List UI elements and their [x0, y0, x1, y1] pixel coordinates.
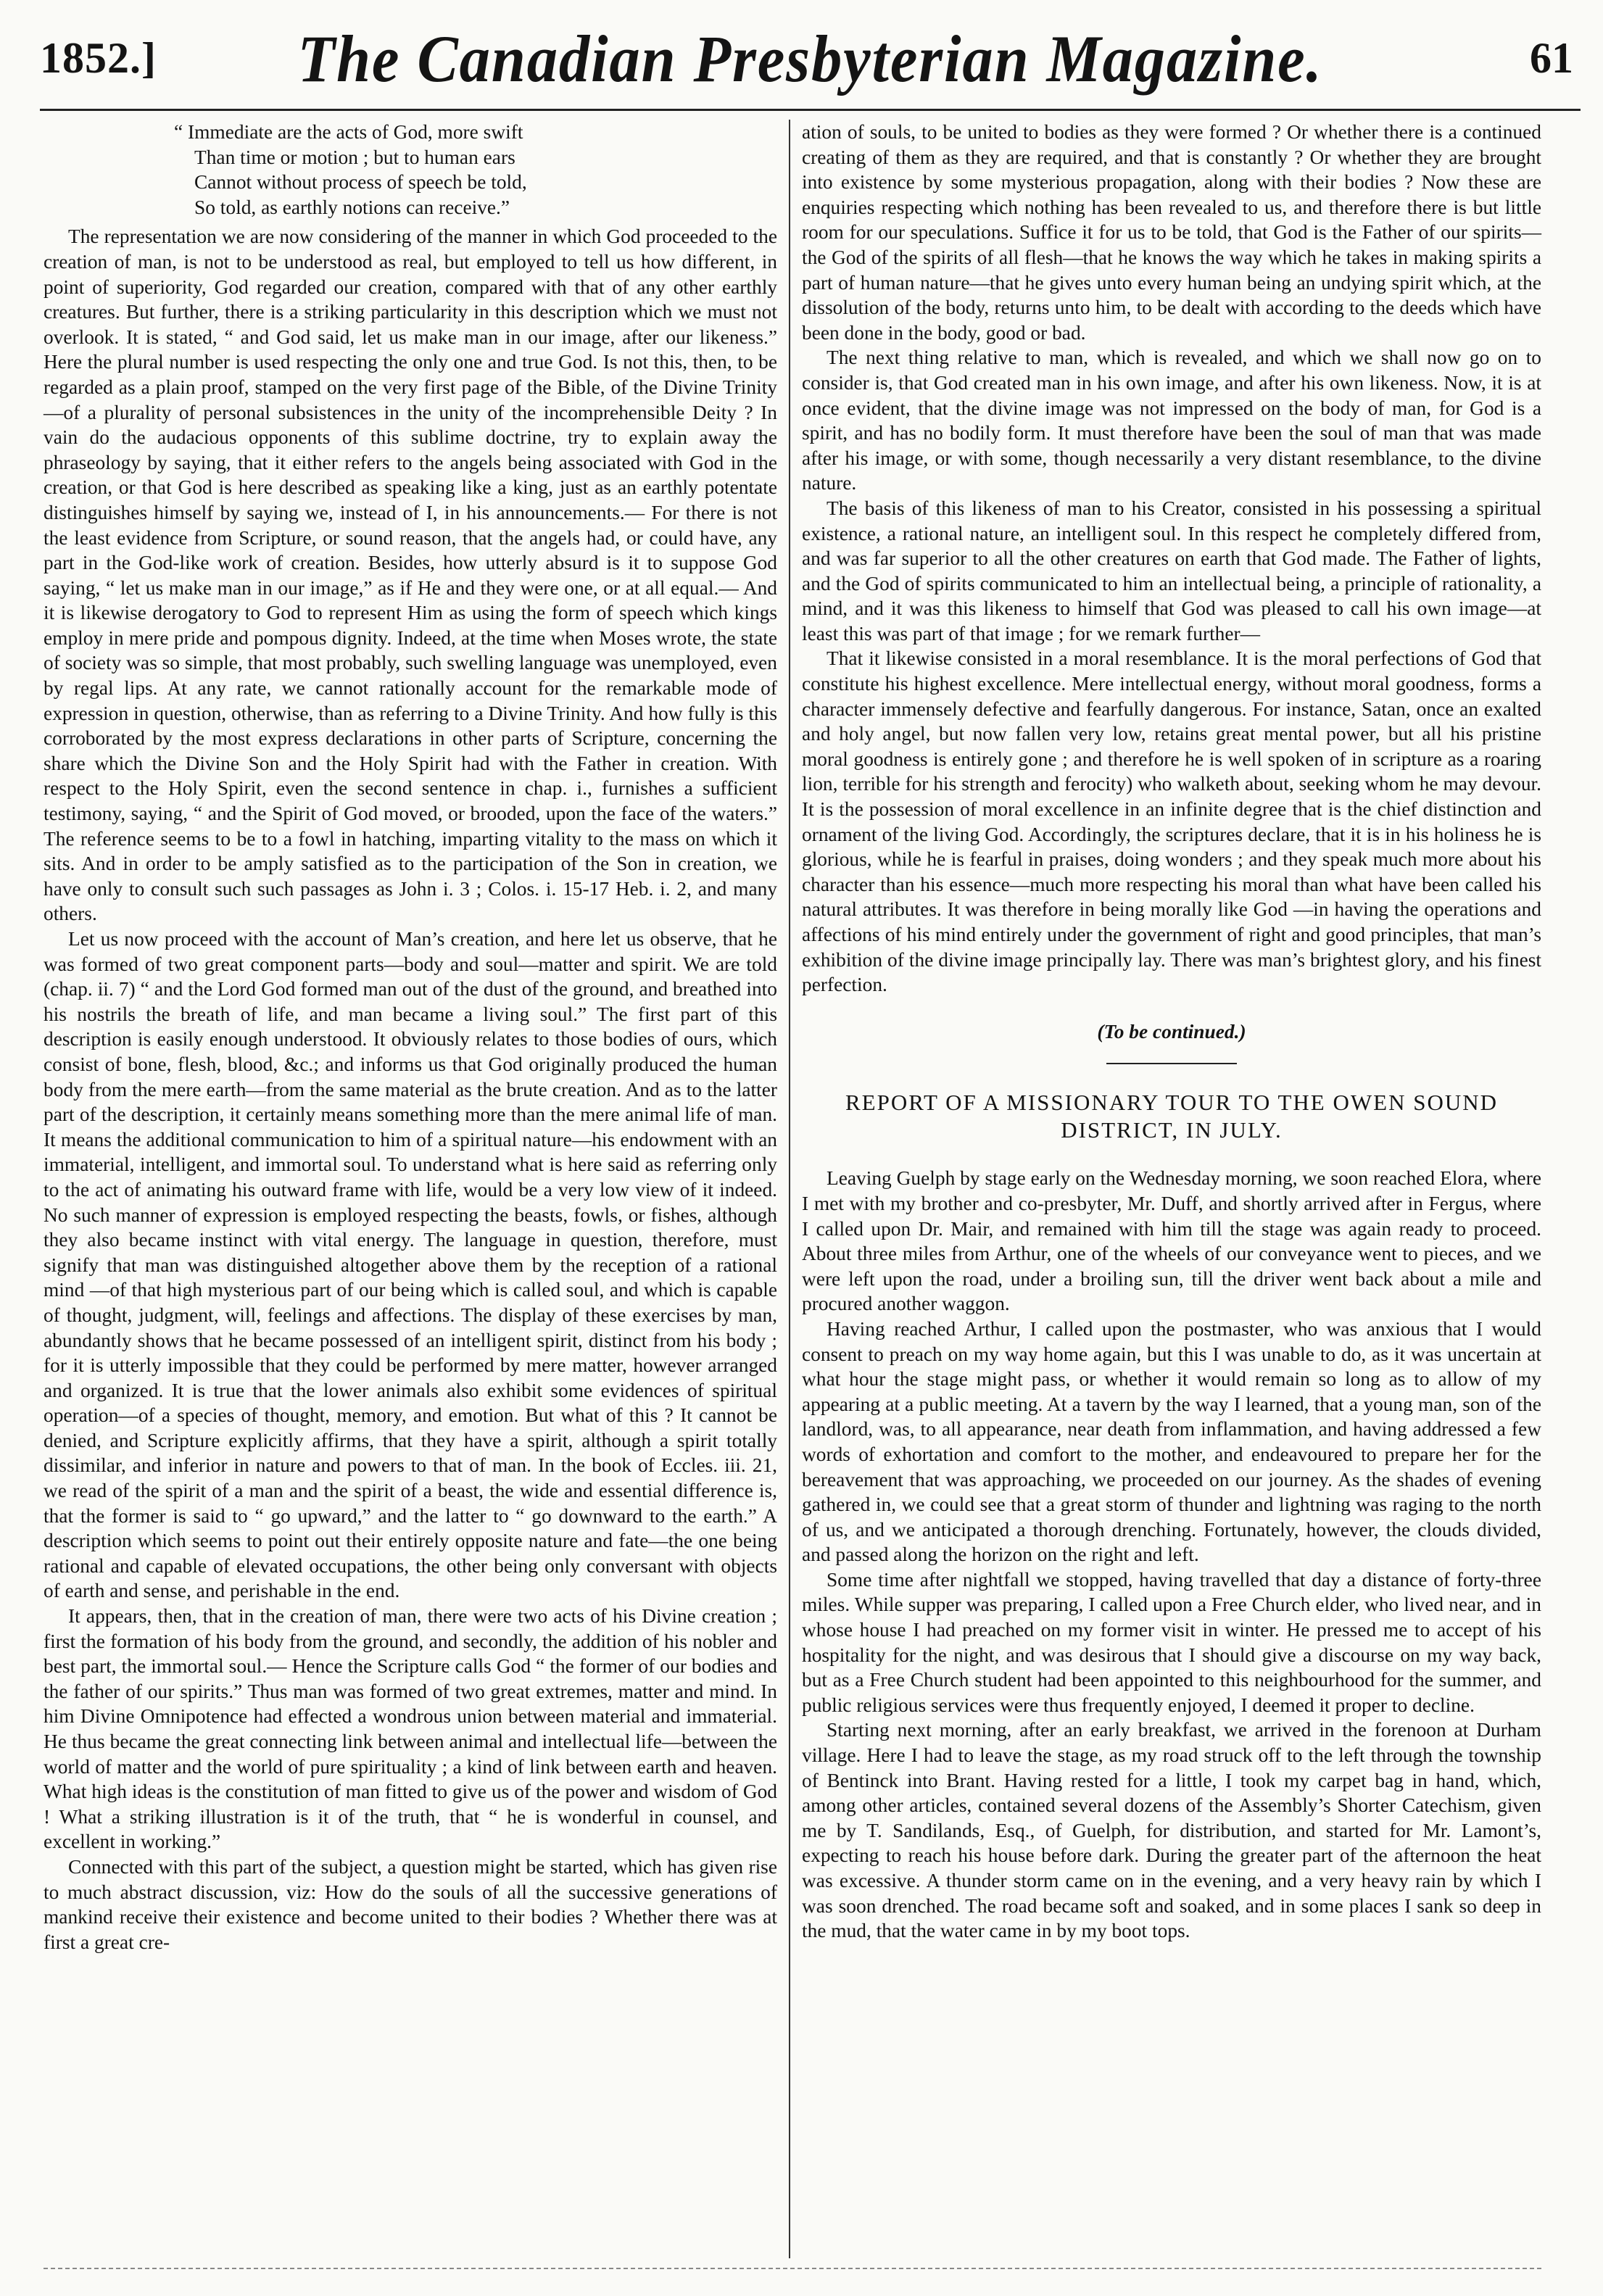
header-rule — [40, 109, 1581, 111]
right-column — [802, 120, 1541, 1944]
body-paragraph: That it likewise consisted in a moral resemblance. It is the moral perfections of God that constitute his highest excellence. Mere intellectual energy, without moral goodness, forms a character immensely defective and fearfully dangerous. For instance, Satan, once an exalted and holy angel, but now fallen very low, retains great mental power, but all his pristine moral goodness is entirely gone ; and therefore he is well spoken of in scripture as a roaring lion, terrible for his strength and ferocity) who walketh about, seeking whom he may devour. It is the possession of moral excellence in an infinite degree that is the chief distinction and ornament of the living God. Accordingly, the scriptures declare, that it is in his holiness he is glorious, while he is fearful in praises, doing wonders ; and they speak much more about his character than his essence—much more respecting his moral than what have been called his natural attributes. It was therefore in being morally like God —in having the operations and affections of his mind entirely under the government of right and good principles, that man’s exhibition of the divine image principally lay. There was man’s brightest glory, and his finest perfection. — [802, 647, 1541, 996]
body-paragraph: The representation we are now considering of the manner in which God proceeded to the creation of man, is not to be understood as real, but employed to tell us how different, in point of superiority, God regarded our creation, compared with that of any other earthly creatures. But further, there is a striking particularity in this description which we must not overlook. It is stated, “ and God said, let us make man in our image, after our likeness.” Here the plural number is used respecting the only one and true God. Is not this, then, to be regarded as a plain proof, stamped on the very first page of the Bible, of the Divine Trinity —of a plurality of personal subsistences in the unity of the incomprehensible Deity ? In vain do the audacious opponents of this sublime doctrine, try to explain away the phraseology by saying, that it either refers to the angels being associated with God in the creation, or that God is here described as speaking like a king, just as an earthly potentate distinguishes himself by saying we, instead of I, in his announcements.— For there is not the least evidence from Scripture, or sound reason, that the angels had, or could have, any part in the God-like work of creation. Besides, how utterly absurd is it to suppose God saying, “ let us make man in our image,” as if He and they were one, or at all equal.— And it is likewise derogatory to God to represent Him as using the form of speech which kings employ in mere pride and pompous dignity. Indeed, at the time when Moses wrote, the state of society was so simple, that most probably, such swelling language was unemployed, even by regal lips. At any rate, we cannot rationally account for the remarkable mode of expression in question, otherwise, than as referring to a Divine Trinity. And how fully is this corroborated by the most express declarations in other parts of Scripture, concerning the share which the Divine Son and the Holy Spirit had with the Father in creation. With respect to the Holy Spirit, even the second sentence in chap. i., furnishes a sufficient testimony, saying, “ and the Spirit of God moved, or brooded, upon the face of the waters.” The reference seems to be to a fowl in hatching, imparting vitality to the mass on which it sits. And in order to be amply satisfied as to the participation of the Son in creation, we have only to consult such such passages as John i. 3 ; Colos. i. 15-17 Heb. i. 2, and many others. — [44, 225, 777, 925]
column-divider — [789, 120, 790, 2258]
article-paragraph: Having reached Arthur, I called upon the postmaster, who was anxious that I would consent to preach on my way home again, but this I was unable to do, as it was uncertain at what hour the stage might pass, or whether it would remain so long as to allow of my appearing at a public meeting. At a tavern by the way I learned, that a young man, son of the landlord, was, to all appearance, near death from inflammation, and having addressed a few words of exhortation and comfort to the mother, and endeavoured to prepare her for the bereavement that was approaching, we proceeded on our journey. As the shades of evening gathered in, we could see that a great storm of thunder and lightning was raging to the north of us, and we anticipated a thorough drenching. Fortunately, however, the clouds divided, and passed along the horizon on the right and left. — [802, 1317, 1541, 1566]
poem-line: Than time or motion ; but to human ears — [194, 146, 515, 168]
to-be-continued-note: (To be continued.) — [1097, 1020, 1246, 1043]
body-paragraph: It appears, then, that in the creation of man, there were two acts of his Divine creation ; first the formation of his body from the ground, and secondly, the addition of his nobler and best part, the immortal soul.— Hence the Scripture calls God “ the former of our bodies and the father of our spirits.” Thus man was formed of two great extremes, matter and mind. In him Divine Omnipotence had effected a wondrous union between material and immaterial. He thus became the great connecting link between animal and intellectual life—between the world of matter and the world of pure spirituality ; a kind of link between earth and heaven. What high ideas is the constitution of man fitted to give us of the power and wisdom of God ! What a striking illustration is it of the truth, that “ he is wonderful in counsel, and excellent in working.” — [44, 1605, 777, 1853]
article-paragraph: Leaving Guelph by stage early on the Wednesday morning, we soon reached Elora, where I met with my brother and co-presbyter, Mr. Duff, and shortly arrived after in Fergus, where I called upon Dr. Mair, and remained with him till the stage was again ready to proceed. About three miles from Arthur, one of the wheels of our conveyance went to pieces, and we were left upon the road, under a broiling sun, till the driver went back about a mile and procured another waggon. — [802, 1167, 1541, 1315]
article-paragraph: Some time after nightfall we stopped, having travelled that day a distance of forty-three miles. While supper was preparing, I called upon a Free Church elder, who lived near, and in whose house I had preached on my former visit in winter. He pressed me to accept of his hospitality for the night, and was desirous that I should give a discourse on my way back, but as a Free Church student had been appointed to this neighbourhood for the summer, and public religious services were thus frequently enjoyed, I deemed it proper to decline. — [802, 1568, 1541, 1716]
body-paragraph: Connected with this part of the subject, a question might be started, which has given rise to much abstract discussion, viz: How do the souls of all the successive generations of mankind receive their existence and become united to their bodies ? Whether there was at first a great cre- — [44, 1855, 777, 1953]
running-header — [40, 13, 1581, 107]
left-column — [44, 120, 777, 1955]
poem-quotation — [44, 120, 777, 220]
poem-line: “ Immediate are the acts of God, more swift — [174, 121, 523, 143]
body-paragraph: The next thing relative to man, which is revealed, and which we shall now go on to consider is, that God created man in his own image, and after his own likeness. Now, it is at once evident, that the divine image was not impressed on the body of man, for God is a spirit, and has no bodily form. It must therefore have been the soul of man that was made after his image, or with some, though necessarily a very distant resemblance, to the divine nature. — [802, 347, 1541, 494]
header-year: 1852.] — [40, 34, 157, 82]
header-title: The Canadian Presbyterian Magazine. — [297, 22, 1323, 96]
article-paragraph: Starting next morning, after an early breakfast, we arrived in the forenoon at Durham village. Here I had to leave the stage, as my road struck off to the left through the township of Bentinck into Brant. Having rested for a little, I took my carpet bag in hand, which, among other articles, contained several dozens of the Assembly’s Shorter Catechism, given me by T. Sandilands, Esq., of Guelph, for distribution, and started for Mr. Lamont’s, expecting to reach his house before dark. During the greater part of the afternoon the heat was excessive. A thunder storm came on in the evening, and a very heavy rain by which I was soon drenched. The road became soft and soaked, and in some places I sank so deep in the mud, that the water came in by my boot tops. — [802, 1719, 1541, 1942]
section-separator-rule — [1106, 1063, 1237, 1064]
poem-line: Cannot without process of speech be told, — [194, 171, 527, 194]
body-paragraph: The basis of this likeness of man to his Creator, consisted in his possessing a spiritual existence, a rational nature, an intelligent soul. In this respect he completely differed from, and was far superior to all the other creatures on earth that God made. The Father of lights, and the God of spirits communicated to him an intellectual being, a principle of rationality, a mind, and it was this likeness to himself that God was pleased to call his own image—at least this was part of that image ; for we remark further— — [802, 497, 1541, 645]
body-paragraph: Let us now proceed with the account of Man’s creation, and here let us observe, that he was formed of two great component parts—body and soul—matter and spirit. We are told (chap. ii. 7) “ and the Lord God formed man out of the dust of the ground, and breathed into his nostrils the breath of life, and man became a living soul.” The first part of this description is easily enough understood. It obviously relates to those bodies of ours, which consist of bone, flesh, blood, &c.; and informs us that God originally produced the human body from the mere earth—from the same material as the brute creation. And as to the latter part of the description, it certainly means something more than the mere animal life of man. It means the additional communication to him of a spiritual nature—his endowment with an immaterial, intelligent, and immortal soul. To understand what is here said as referring only to the act of animating his outward frame with life, would be a very low view of it indeed. No such manner of expression is employed respecting the beasts, fowls, or fishes, although they also became instinct with vital energy. The language in question, therefore, must signify that man was distinguished altogether above them by the reception of a rational mind —of that high mysterious part of our being which is called soul, and which is capable of thought, judgment, will, feelings and affections. The display of these exercises by man, abundantly shows that he became possessed of an intelligent spirit, distinct from his body ; for it is utterly impossible that they could be performed by mere matter, however arranged and organized. It is true that the lower animals also exhibit some evidences of spiritual operation—of a species of thought, memory, and emotion. But what of this ? It cannot be denied, and Scripture explicitly affirms, that they have a spirit, although a spirit totally dissimilar, and inferior in nature and powers to that of man. In the book of Eccles. iii. 21, we read of the spirit of a man and the spirit of a beast, the wide and essential difference is, that the former is said to “ go upward,” and the latter to “ go downward to the earth.” A description which seems to point out their entirely opposite nature and fate—the one being rational and capable of elevated occupations, the other being only conversant with objects of earth and sense, and perishable in the end. — [44, 928, 777, 1602]
article-title: REPORT OF A MISSIONARY TOUR TO THE OWEN SOUND DISTRICT, IN JULY. — [845, 1090, 1498, 1143]
footer-rule — [44, 2268, 1541, 2269]
poem-line: So told, as earthly notions can receive.” — [194, 196, 510, 218]
page-number: 61 — [1530, 34, 1573, 82]
body-paragraph: ation of souls, to be united to bodies as they were formed ? Or whether there is a continued creating of them as they are required, and that is constantly ? Or whether they are brought into existence by some mysterious propagation, along with their bodies ? Now these are enquiries respecting which nothing has been revealed to us, and therefore there is but little room for our speculations. Suffice it for us to be told, that God is the Father of our spirits—the God of the spirits of all flesh—that he knows the way which he takes in making spirits a part of human nature—that he gives unto every human being an undying spirit which, at the dissolution of the body, returns unto him, to be dealt with according to the deeds which have been done in the body, good or bad. — [802, 121, 1541, 344]
